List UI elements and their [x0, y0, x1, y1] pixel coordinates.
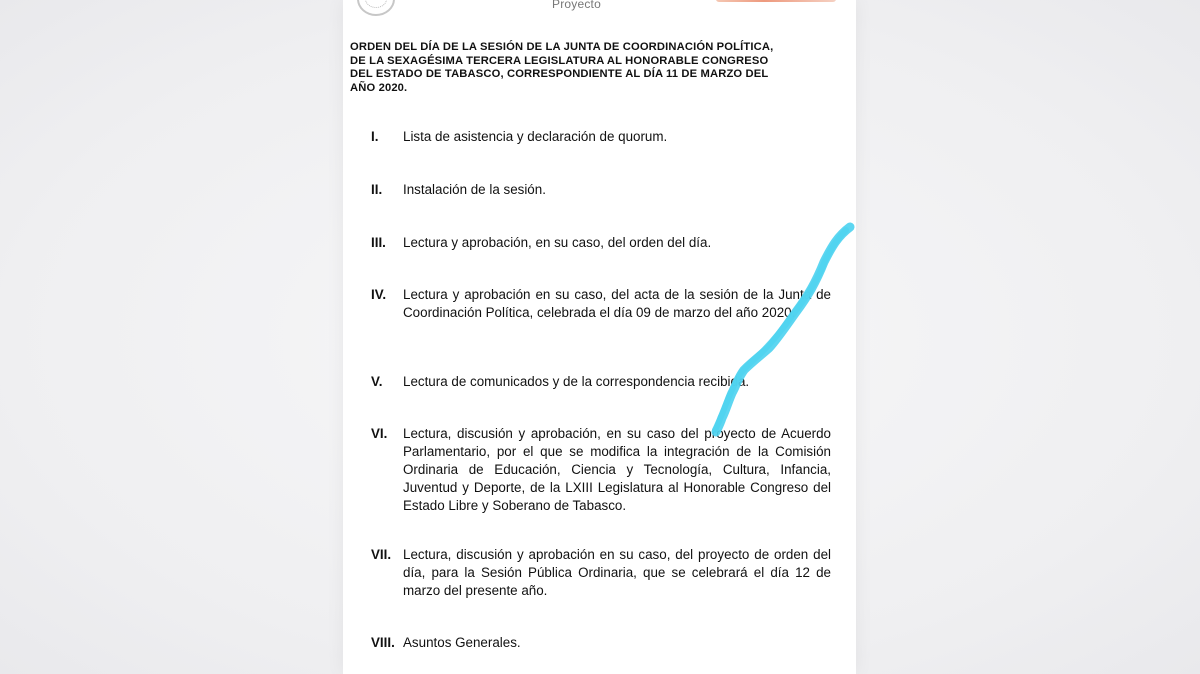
- item-text: Lectura y aprobación, en su caso, del orden del día.: [403, 235, 712, 250]
- item-numeral: III.: [371, 235, 386, 250]
- item-numeral: V.: [371, 374, 383, 389]
- agenda-item-2: [371, 181, 831, 199]
- item-text: Instalación de la sesión.: [403, 182, 546, 197]
- item-text: Lectura y aprobación en su caso, del acta de la sesión de la Junta de Coordinación Política, celebrada el día 09 de marzo del año 2020.: [403, 287, 831, 320]
- document-title: ORDEN DEL DÍA DE LA SESIÓN DE LA JUNTA DE COORDINACIÓN POLÍTICA, DE LA SEXAGÉSIMA TERCERA LEGISLATURA AL HONORABLE CONGRESO DEL ESTADO DE TABASCO, CORRESPONDIENTE AL DÍA 11 DE MARZO DEL AÑO 2020.: [350, 41, 774, 94]
- agenda-item-1: [371, 128, 831, 146]
- item-numeral: IV.: [371, 287, 387, 302]
- agenda-item-4: [371, 286, 831, 322]
- header-word: Proyecto: [552, 0, 601, 11]
- item-numeral: VI.: [371, 426, 388, 441]
- item-numeral: I.: [371, 129, 379, 144]
- item-numeral: VII.: [371, 547, 392, 562]
- item-text: Lista de asistencia y declaración de quorum.: [403, 129, 668, 144]
- agenda-item-6: [371, 425, 831, 515]
- logo-icon: [716, 0, 836, 2]
- document-page: [343, 0, 856, 674]
- item-numeral: VIII.: [371, 635, 395, 650]
- item-text: Lectura, discusión y aprobación en su caso, del proyecto de orden del día, para la Sesión Pública Ordinaria, que se celebrará el día 12 de marzo del presente año.: [403, 547, 831, 598]
- agenda-item-5: [371, 373, 831, 391]
- congress-seal-icon: [357, 0, 395, 16]
- item-text: Lectura, discusión y aprobación, en su caso del proyecto de Acuerdo Parlamentario, por el que se modifica la integración de la Comisión Ordinaria de Educación, Ciencia y Tecnología, Cultura, Infancia, Juventud y Deporte, de la LXIII Legislatura al Honorable Congreso del Estado Libre y Soberano de Tabasco.: [403, 426, 831, 513]
- agenda-item-7: [371, 546, 831, 600]
- agenda-item-8: [371, 634, 831, 652]
- item-text: Asuntos Generales.: [403, 635, 521, 650]
- agenda-item-3: [371, 234, 831, 252]
- item-numeral: II.: [371, 182, 383, 197]
- item-text: Lectura de comunicados y de la correspondencia recibida.: [403, 374, 750, 389]
